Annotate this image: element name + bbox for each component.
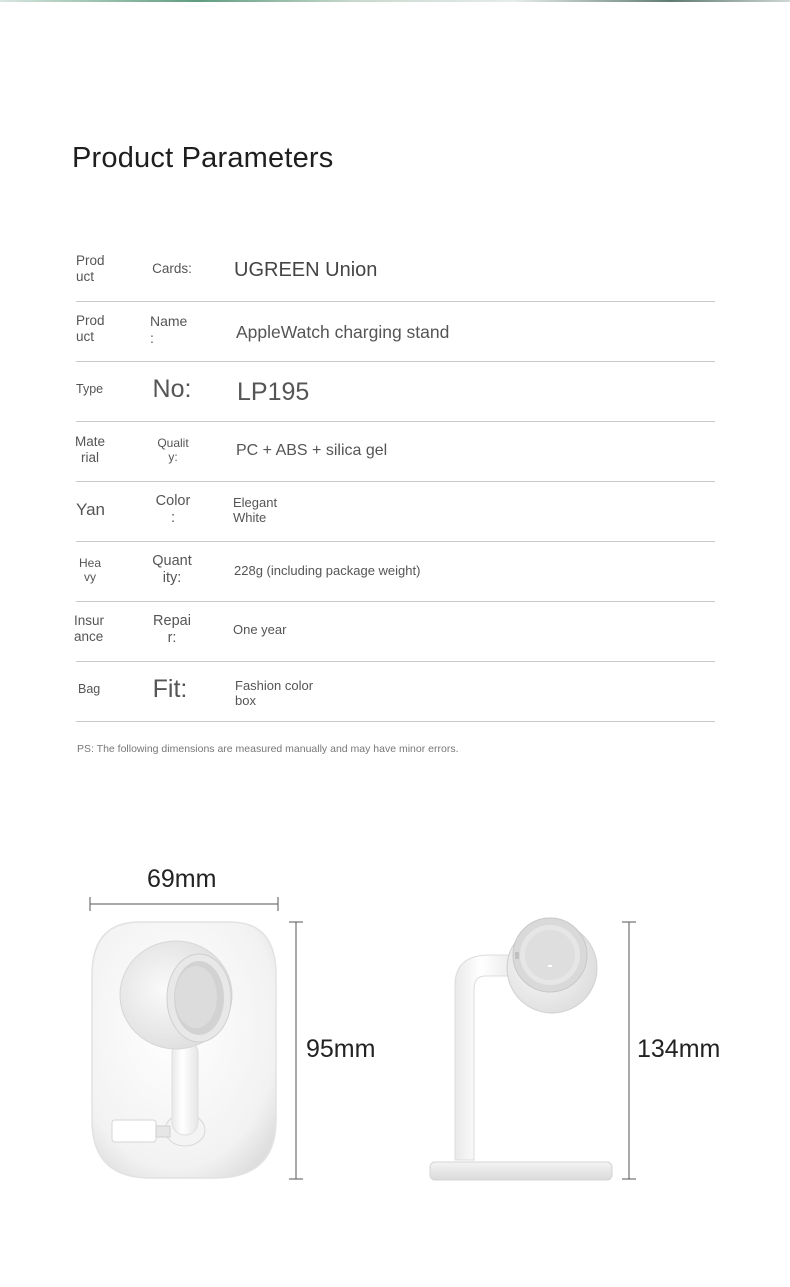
stand-side-view-image — [430, 918, 612, 1180]
page-title: Product Parameters — [72, 142, 334, 174]
param-label-5: Yan — [76, 500, 105, 519]
param-label-4: Mate rial — [74, 434, 105, 465]
param-value-4: PC + ABS + silica gel — [236, 442, 388, 459]
param-key-5: Color : — [155, 493, 191, 527]
param-value-2: AppleWatch charging stand — [236, 322, 450, 342]
param-key-8: Fit: — [152, 675, 188, 703]
dimension-height-front-label: 95mm — [306, 1035, 376, 1063]
param-value-3: LP195 — [237, 378, 310, 406]
dimension-height-side-label: 134mm — [637, 1035, 721, 1063]
param-key-2: Name : — [150, 313, 188, 346]
param-key-3: No: — [152, 375, 192, 403]
param-key-1: Cards: — [152, 261, 192, 276]
param-label-7: Insur ance — [74, 613, 105, 644]
param-label-8: Bag — [78, 682, 101, 696]
param-label-2: Prod uct — [76, 313, 105, 344]
width-dimension-line — [90, 897, 278, 911]
measurement-note: PS: The following dimensions are measured manually and may have minor errors. — [77, 743, 459, 755]
param-value-5: Elegant White — [233, 495, 278, 526]
param-value-7: One year — [233, 622, 287, 637]
front-height-dimension-line — [289, 922, 303, 1179]
param-value-8: Fashion color box — [235, 678, 314, 709]
param-key-4: Qualit y: — [157, 436, 189, 465]
dimension-width-label: 69mm — [147, 865, 217, 893]
param-value-1: UGREEN Union — [234, 259, 378, 281]
param-key-6: Quant ity: — [152, 553, 192, 587]
param-label-1: Prod uct — [76, 253, 105, 284]
param-label-3: Type — [76, 382, 104, 396]
param-label-6: Hea vy — [78, 556, 101, 585]
stand-front-view-image — [92, 922, 276, 1178]
param-key-7: Repai r: — [153, 613, 191, 647]
side-height-dimension-line — [622, 922, 636, 1179]
param-value-6: 228g (including package weight) — [234, 563, 421, 578]
